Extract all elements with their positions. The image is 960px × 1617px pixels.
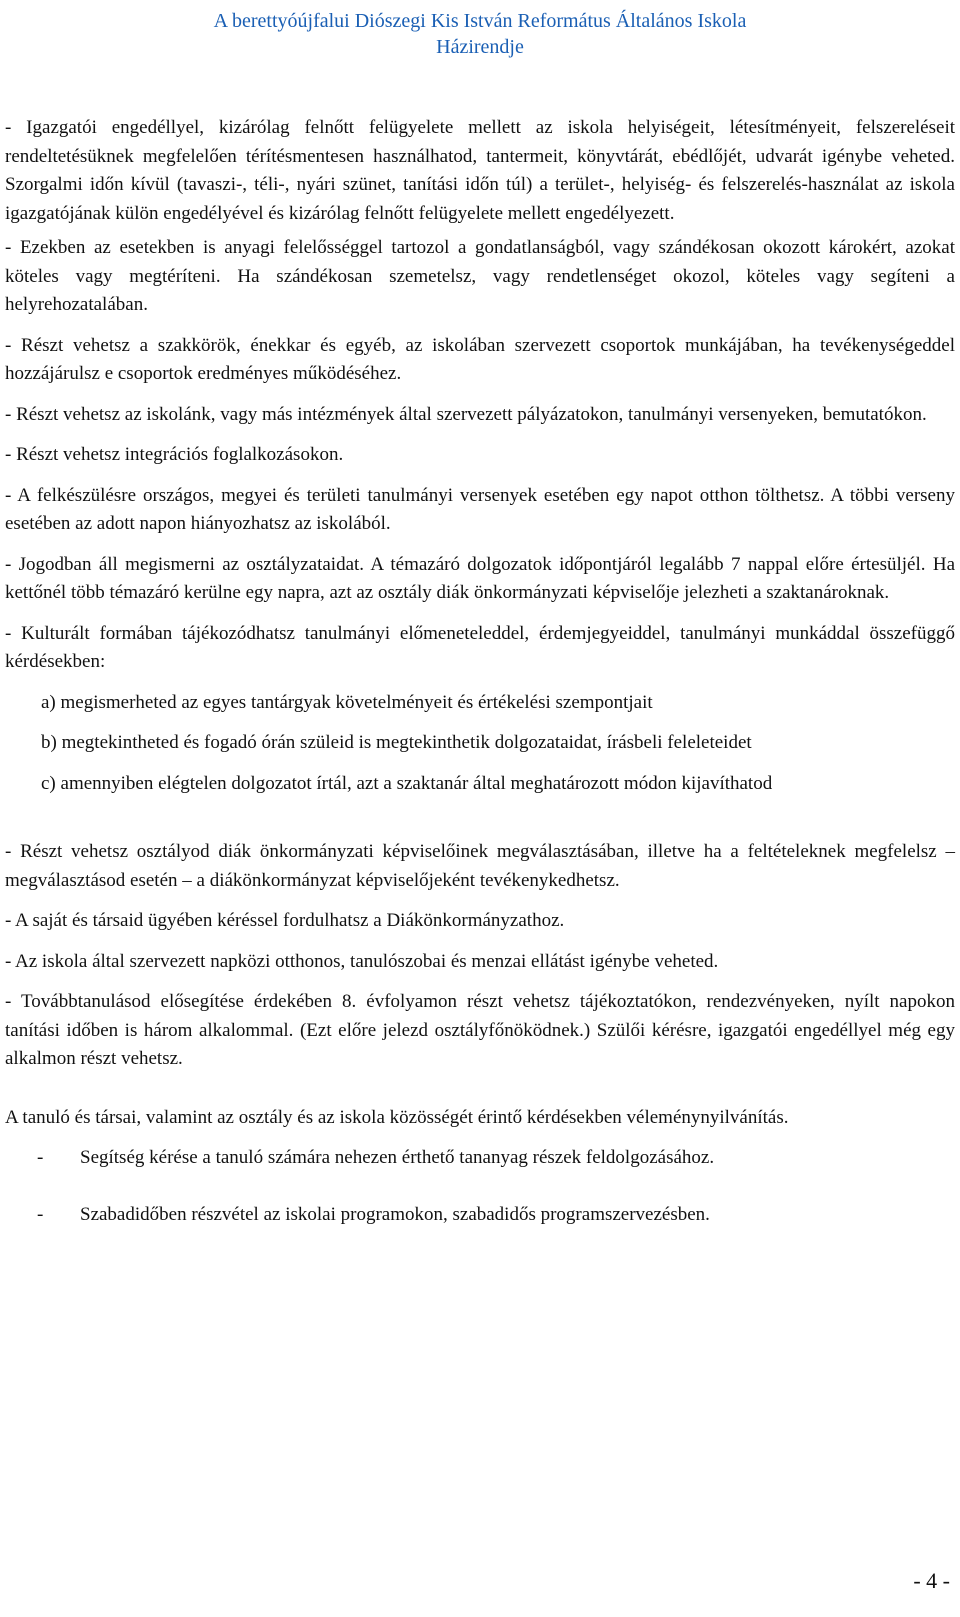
paragraph: - Ezekben az esetekben is anyagi felelősséggel tartozol a gondatlanságból, vagy szándékosan okozott károkért, azokat köteles vagy megtéríteni. Ha szándékosan szemetelsz, vagy rendetlenséget okozol, köteles vagy segíteni a helyrehozatalában. [5,237,955,315]
paragraph: - Igazgatói engedéllyel, kizárólag felnőtt felügyelete mellett az iskola helyiségeit, létesítményeit, felszereléseit rendeltetésüknek megfelelően térítésmentesen használhatod, tantermeit, könyvtárát, ebédlőjét, udvarát igénybe veheted. Szorgalmi időn kívül (tavaszi-, téli-, nyári szünet, tanítási időn túl) a terület-, helyiség- és felszerelés-használat az iskola igazgatójának külön engedélyével és kizárólag felnőtt felügyelete mellett engedélyezett. [5,117,955,224]
school-name: A berettyóújfalui Diószegi Kis István Református Általános Iskola [213,10,747,32]
section-intro: A tanuló és társai, valamint az osztály és az iskola közösségét érintő kérdésekben véleménynyilvánítás. [5,1106,789,1128]
paragraph: - Részt vehetsz integrációs foglalkozásokon. [5,444,344,465]
dash-marker: - [37,1147,44,1168]
dash-marker: - [37,1203,44,1225]
page-number: - 4 - [913,1568,950,1593]
paragraph: - Jogodban áll megismerni az osztályzataidat. A témazáró dolgozatok időpontjáról legalább 7 nappal előre értesüljél. Ha kettőnél több témazáró kerülne egy napra, azt az osztály diák önkormányzati képviselője jelezheti a szaktanároknak. [5,553,955,603]
paragraph: - Az iskola által szervezett napközi otthonos, tanulószobai és menzai ellátást igénybe veheted. [5,950,719,972]
paragraph: - A felkészülésre országos, megyei és területi tanulmányi versenyek esetében egy napot otthon tölthetsz. A többi verseny esetében az adott napon hiányozhatsz az iskolából. [5,484,955,534]
sub-item-a: a) megismerheted az egyes tantárgyak követelményeit és értékelési szempontjait [41,691,653,713]
sub-item-b: b) megtekintheted és fogadó órán szüleid is megtekinthetik dolgozataidat, írásbeli feleleteidet [41,732,752,753]
dash-list-item [5,1144,955,1173]
page-header [0,8,960,60]
document-title: Házirendje [436,36,524,58]
paragraph: - Részt vehetsz az iskolánk, vagy más intézmények által szervezett pályázatokon, tanulmányi versenyeken, bemutatókon. [5,403,927,425]
paragraph: - Részt vehetsz a szakkörök, énekkar és egyéb, az iskolában szervezett csoportok munkájában, ha tevékenységeddel hozzájárulsz e csoportok eredményes működéséhez. [5,334,955,384]
dash-item-text: Segítség kérése a tanuló számára nehezen érthető tananyag részek feldolgozásához. [80,1147,715,1168]
paragraph: - Kulturált formában tájékozódhatsz tanulmányi előmeneteleddel, érdemjegyeiddel, tanulmányi munkáddal összefüggő kérdésekben: [5,622,955,672]
paragraph: - A saját és társaid ügyében kéréssel fordulhatsz a Diákönkormányzathoz. [5,910,565,931]
dash-item-text: Szabadidőben részvétel az iskolai programokon, szabadidős programszervezésben. [80,1203,710,1225]
paragraph: - Továbbtanulásod elősegítése érdekében 8. évfolyamon részt vehetsz tájékoztatókon, rendezvényeken, nyílt napokon tanítási időben is három alkalommal. (Ezt előre jelezd osztályfőnöködnek.) Szülői kérésre, igazgatói engedéllyel még egy alkalmon részt vehetsz. [5,991,955,1069]
dash-list-item [5,1201,955,1230]
sub-item-c: c) amennyiben elégtelen dolgozatot írtál, azt a szaktanár által meghatározott módon kijavíthatod [41,772,773,794]
document-body [5,114,955,1257]
paragraph: - Részt vehetsz osztályod diák önkormányzati képviselőinek megválasztásában, illetve ha a feltételeknek megfelelsz – megválasztásod esetén – a diákönkormányzat képviselőjeként tevékenykedhetsz. [5,841,955,891]
